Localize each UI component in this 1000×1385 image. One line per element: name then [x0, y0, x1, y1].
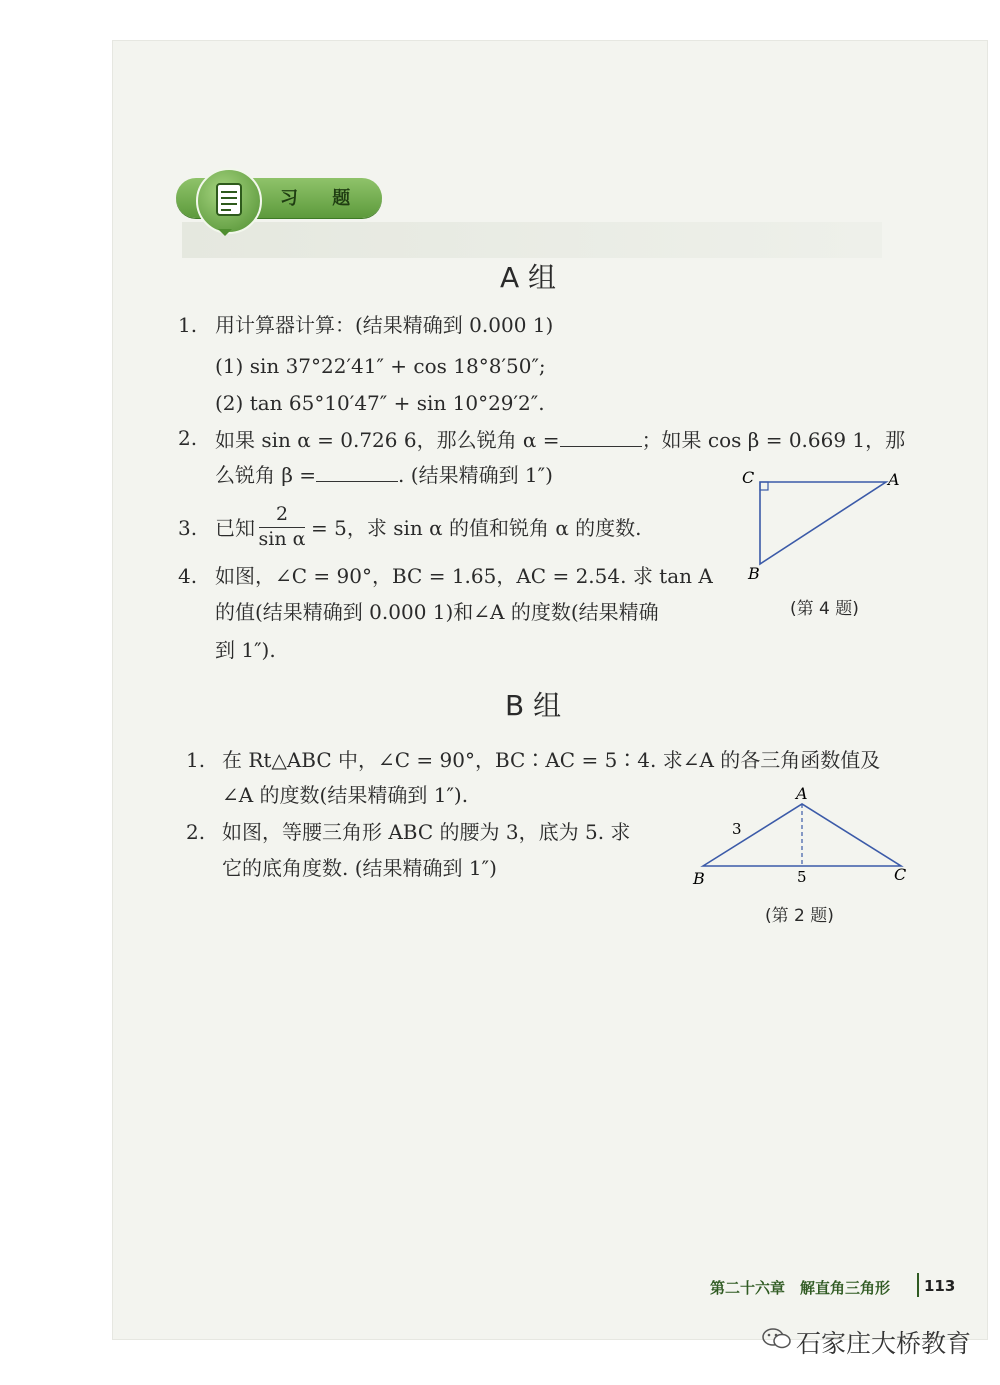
a-q3-number: 3. — [178, 516, 198, 540]
b-q2-line1: 如图，等腰三角形 ABC 的腰为 3，底为 5. 求 — [222, 820, 631, 844]
b-q1-line1: 在 Rt△ABC 中，∠C = 90°，BC∶AC = 5∶4. 求∠A 的各三角函数值及 — [222, 748, 881, 772]
a-q2-line1-a: 如果 sin α = 0.726 6，那么锐角 α = — [215, 428, 560, 452]
a-q2-number: 2. — [178, 426, 198, 450]
b-q2-figure-caption: (第 2 题) — [765, 906, 834, 926]
a-q4-line2: 的值(结果精确到 0.000 1)和∠A 的度数(结果精确 — [215, 600, 659, 624]
a-q2-line2-a: 么锐角 β = — [215, 463, 317, 487]
group-b-title: B 组 — [505, 689, 562, 722]
a-q3-suffix: = 5，求 sin α 的值和锐角 α 的度数. — [311, 516, 642, 540]
fraction-numerator: 2 — [275, 503, 289, 525]
answer-blank — [316, 463, 398, 482]
a-q1-text: 用计算器计算：(结果精确到 0.000 1) — [215, 313, 554, 337]
a-q1-number: 1. — [178, 313, 198, 337]
b-q1-line2: ∠A 的度数(结果精确到 1″). — [222, 783, 469, 807]
wechat-icon — [762, 1327, 792, 1349]
side-length-label: 3 — [732, 820, 742, 838]
label-c: C — [894, 865, 907, 884]
watermark-text: 石家庄大桥教育 — [796, 1329, 972, 1358]
b-q2-figure — [688, 782, 918, 892]
footer-chapter: 第二十六章 解直角三角形 — [710, 1279, 891, 1297]
b-q2-line2: 它的底角度数. (结果精确到 1″) — [222, 856, 497, 880]
a-q1-part2: (2) tan 65°10′47″ + sin 10°29′2″. — [215, 391, 545, 415]
fraction-denominator: sin α — [258, 528, 306, 550]
a-q1-part1: (1) sin 37°22′41″ + cos 18°8′50″; — [215, 354, 546, 378]
label-a: A — [888, 470, 900, 489]
answer-blank — [560, 428, 642, 447]
label-c: C — [742, 468, 755, 487]
right-angle-marker — [760, 482, 768, 490]
right-triangle — [760, 482, 886, 564]
down-arrow-icon — [218, 229, 232, 236]
a-q4-line1: 如图，∠C = 90°，BC = 1.65，AC = 2.54. 求 tan A — [215, 564, 713, 588]
a-q4-figure — [740, 466, 910, 584]
a-q2-line2-b: . (结果精确到 1″) — [398, 463, 553, 487]
a-q4-figure-caption: (第 4 题) — [790, 599, 859, 619]
notepad-icon — [196, 168, 262, 234]
a-q3-fraction — [255, 503, 309, 550]
a-q4-number: 4. — [178, 564, 198, 588]
label-b: B — [693, 869, 705, 888]
footer-divider — [917, 1273, 919, 1297]
label-b: B — [748, 564, 760, 583]
label-a: A — [796, 784, 808, 803]
section-label: 习 题 — [280, 188, 365, 209]
a-q4-line3: 到 1″). — [215, 638, 276, 662]
a-q2-line2 — [215, 463, 553, 485]
group-a-title: A 组 — [500, 261, 557, 294]
a-q2-line1-b: ；如果 cos β = 0.669 1，那 — [641, 428, 906, 452]
a-q3-prefix: 已知 — [215, 516, 255, 540]
b-q2-number: 2. — [186, 820, 206, 844]
base-length-label: 5 — [797, 868, 807, 886]
a-q2-line1 — [215, 428, 905, 450]
chapter-header-band — [182, 222, 882, 258]
b-q1-number: 1. — [186, 748, 206, 772]
page-number: 113 — [924, 1277, 956, 1295]
